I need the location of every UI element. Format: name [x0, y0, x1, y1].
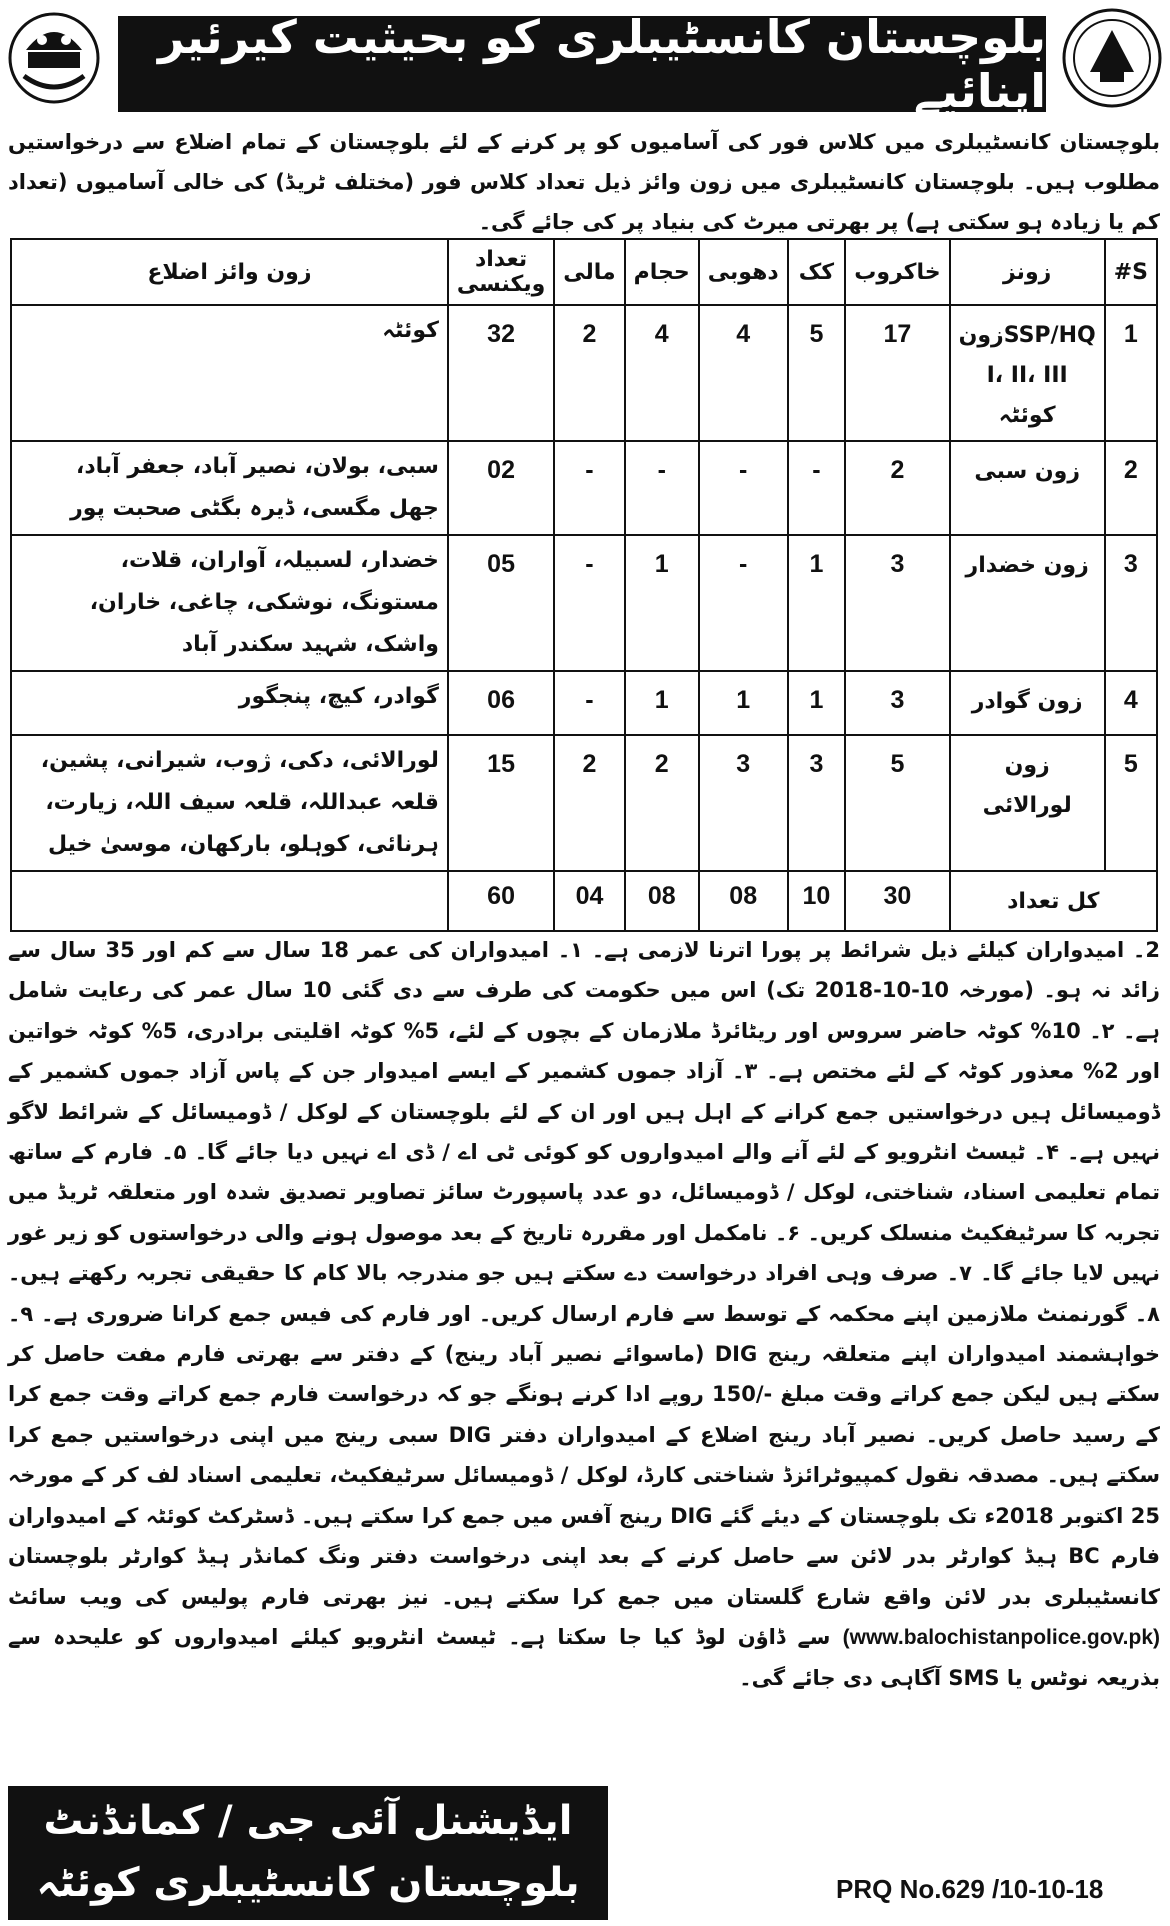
col-header-zone: زونز [950, 239, 1105, 305]
cell-districts: لورالائی، دکی، ژوب، شیرانی، پشین، قلعہ عبداللہ، قلعہ سیف اللہ، زیارت، ہرنائی، کوہلو، بارکھان، موسیٰ خیل [11, 735, 448, 871]
signature-office: بلوچستان کانسٹیبلری کوئٹہ [36, 1860, 580, 1906]
cell-barber: 2 [625, 735, 699, 871]
balochistan-government-logo-icon [6, 10, 102, 106]
cell-sweeper: 3 [845, 671, 949, 735]
cell-vacancies: 15 [448, 735, 554, 871]
intro-paragraph: بلوچستان کانسٹیبلری میں کلاس فور کی آسامیوں کو پر کرنے کے لئے بلوچستان کے تمام اضلاع سے درخواستیں مطلوب ہیں۔ بلوچستان کانسٹیبلری میں زون وائز ذیل تعداد کلاس فور (مختلف ٹریڈ) کی خالی آسامیوں (تعداد کم یا زیادہ ہو سکتی ہے) پر بھرتی میرٹ کی بنیاد پر کی جائے گی۔ [8, 130, 1160, 234]
cell-sweeper: 5 [845, 735, 949, 871]
col-header-districts: زون وائز اضلاع [11, 239, 448, 305]
cell-gardener: - [554, 441, 624, 535]
table-row [11, 671, 1157, 735]
cell-total-washerman: 08 [699, 871, 788, 931]
cell-washerman: - [699, 535, 788, 671]
cell-sno: 1 [1105, 305, 1157, 441]
cell-sweeper: 17 [845, 305, 949, 441]
signature-box [8, 1786, 608, 1920]
cell-washerman: - [699, 441, 788, 535]
table-row [11, 305, 1157, 441]
cell-total-sweeper: 30 [845, 871, 949, 931]
conditions-paragraph [8, 930, 1160, 1699]
cell-gardener: - [554, 671, 624, 735]
website-link[interactable]: (www.balochistanpolice.gov.pk) [842, 1625, 1161, 1649]
conditions-tail-text: سے ڈاؤن لوڈ کیا جا سکتا ہے۔ ٹیسٹ انٹرویو کیلئے امیدواروں کو علیحدہ سے بذریعہ نوٹس یا SMS آگاہی دی جائے گی۔ [8, 1624, 1160, 1691]
cell-total-label: کل تعداد [950, 871, 1157, 931]
cell-total-vacancies: 60 [448, 871, 554, 931]
col-header-cook: کک [788, 239, 846, 305]
cell-sweeper: 2 [845, 441, 949, 535]
col-header-barber: حجام [625, 239, 699, 305]
cell-vacancies: 06 [448, 671, 554, 735]
cell-barber: 4 [625, 305, 699, 441]
vacancy-table [10, 238, 1158, 932]
cell-districts: گوادر، کیچ، پنجگور [11, 671, 448, 735]
cell-washerman: 4 [699, 305, 788, 441]
cell-sno: 3 [1105, 535, 1157, 671]
cell-zone: زون گوادر [950, 671, 1105, 735]
conditions-text: 2۔ امیدواران کیلئے ذیل شرائط پر پورا اترنا لازمی ہے۔ ۱۔ امیدواران کی عمر 18 سال سے کم اور 35 سال سے زائد نہ ہو۔ (مورخہ 10-10-2018 تک) اس میں حکومت کی طرف سے دی گئی 10 سال عمر کی رعایت شامل ہے۔ ۲۔ 10% کوٹہ حاضر سروس اور ریٹائرڈ ملازمان کے بچوں کے لئے، 5% کوٹہ اقلیتی برادری، 5% کوٹہ خواتین اور 2% معذور کوٹہ کے لئے مختص ہے۔ ۳۔ آزاد جموں کشمیر کے ایسے امیدوار جن کے پاس آزاد جموں کشمیر کے ڈومیسائل ہیں درخواستیں جمع کرانے کے اہل ہیں اور ان کے لئے بلوچستان کے لوکل / ڈومیسائل کے شرائط لاگو نہیں ہے۔ ۴۔ ٹیسٹ انٹرویو کے لئے آنے والے امیدواروں کو کوئی ٹی اے / ڈی اے نہیں دیا جائے گا۔ ۵۔ فارم کے ساتھ تمام تعلیمی اسناد، شناختی، لوکل / ڈومیسائل، دو عدد پاسپورٹ سائز تصاویر تصدیق شدہ اور متعلقہ ٹریڈ میں تجربہ کا سرٹیفکیٹ منسلک کریں۔ ۶۔ نامکمل اور مقررہ تاریخ کے بعد موصول ہونے والی درخواستوں کو زیر غور نہیں لایا جائے گا۔ ۷۔ صرف وہی افراد درخواست دے سکتے ہیں جو مندرجہ بالا کام کا حقیقی تجربہ رکھتے ہیں۔ ۸۔ گورنمنٹ ملازمین اپنے محکمہ کے توسط سے فارم ارسال کریں۔ اور فارم کی فیس جمع کرانا ضروری ہے۔ ۹۔ خواہشمند امیدواران اپنے متعلقہ رینج DIG (ماسوائے نصیر آباد رینج) کے دفتر سے بھرتی فارم مفت حاصل کر سکتے ہیں لیکن جمع کراتے وقت مبلغ -/150 روپے ادا کرنے ہونگے جو کہ درخواست فارم جمع کراتے وقت جمع کرا کے رسید حاصل کریں۔ نصیر آباد رینج اضلاع کے امیدواران دفتر DIG سبی رینج میں اپنی درخواستیں جمع کرا سکتے ہیں۔ مصدقہ نقول کمپیوٹرائزڈ شناختی کارڈ، لوکل / ڈومیسائل سرٹیفکیٹ، تعلیمی اسناد لف کر کے مورخہ 25 اکتوبر 2018ء تک بلوچستان کے دیئے گئے DIG رینج آفس میں جمع کرا سکتے ہیں۔ ڈسٹرکٹ کوئٹہ کے امیدواران فارم BC ہیڈ کوارٹر بدر لائن سے حاصل کرنے کے بعد اپنی درخواست دفتر ونگ کمانڈر ہیڈ کوارٹر بلوچستان کانسٹیبلری بدر لائن واقع شارع گلستان میں جمع کرا سکتے ہیں۔ نیز بھرتی فارم پولیس کی ویب سائٹ [8, 938, 1161, 1609]
table-row [11, 535, 1157, 671]
cell-sno: 5 [1105, 735, 1157, 871]
cell-washerman: 3 [699, 735, 788, 871]
cell-districts: خضدار، لسبیلہ، آواران، قلات، مستونگ، نوشکی، چاغی، خاران، واشک، شہید سکندر آباد [11, 535, 448, 671]
police-emblem-icon [1060, 6, 1164, 110]
cell-sno: 4 [1105, 671, 1157, 735]
header [6, 6, 1164, 118]
cell-barber: 1 [625, 671, 699, 735]
cell-zone: زون خضدار [950, 535, 1105, 671]
signature-title: ایڈیشنل آئی جی / کمانڈنٹ [43, 1798, 573, 1844]
col-header-washerman: دھوبی [699, 239, 788, 305]
col-header-sno: S# [1105, 239, 1157, 305]
table-row [11, 735, 1157, 871]
cell-gardener: - [554, 535, 624, 671]
cell-barber: - [625, 441, 699, 535]
cell-vacancies: 02 [448, 441, 554, 535]
cell-total-districts [11, 871, 448, 931]
page-title: بلوچستان کانسٹیبلری کو بحیثیت کیرئیر اپنائیے [118, 16, 1046, 112]
cell-zone: زون سبی [950, 441, 1105, 535]
cell-vacancies: 32 [448, 305, 554, 441]
cell-total-cook: 10 [788, 871, 846, 931]
cell-cook: - [788, 441, 846, 535]
cell-districts: کوئٹہ [11, 305, 448, 441]
cell-washerman: 1 [699, 671, 788, 735]
cell-cook: 5 [788, 305, 846, 441]
cell-cook: 3 [788, 735, 846, 871]
cell-sno: 2 [1105, 441, 1157, 535]
cell-gardener: 2 [554, 735, 624, 871]
table-total-row [11, 871, 1157, 931]
cell-cook: 1 [788, 671, 846, 735]
prq-number: PRQ No.629 /10-10-18 [836, 1874, 1104, 1904]
cell-zone: زون لورالائی [950, 735, 1105, 871]
cell-sweeper: 3 [845, 535, 949, 671]
cell-barber: 1 [625, 535, 699, 671]
cell-gardener: 2 [554, 305, 624, 441]
cell-total-gardener: 04 [554, 871, 624, 931]
cell-cook: 1 [788, 535, 846, 671]
col-header-gardener: مالی [554, 239, 624, 305]
table-row [11, 441, 1157, 535]
cell-total-barber: 08 [625, 871, 699, 931]
table-header-row [11, 239, 1157, 305]
col-header-vacancies: تعداد ویکنسی [448, 239, 554, 305]
cell-districts: سبی، بولان، نصیر آباد، جعفر آباد، جھل مگسی، ڈیرہ بگٹی صحبت پور [11, 441, 448, 535]
col-header-sweeper: خاکروب [845, 239, 949, 305]
cell-zone: SSP/HQزون I، II، III کوئٹہ [950, 305, 1105, 441]
cell-vacancies: 05 [448, 535, 554, 671]
